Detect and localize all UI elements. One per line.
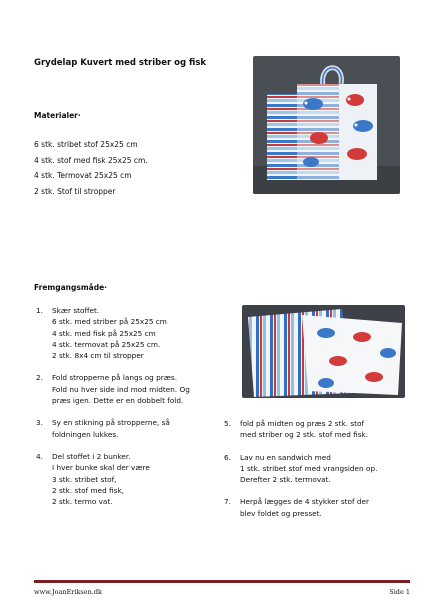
step-5 [224, 418, 377, 441]
materials-item: 4 stk. stof med fisk 25x25 cm. [34, 155, 148, 165]
photo-stacked-fabric [242, 305, 405, 398]
step-line: 2 stk. stof med fisk, [52, 485, 124, 495]
step-4 [36, 451, 190, 507]
step-number: 6. [224, 452, 231, 462]
step-line: Skær stoffet. [52, 306, 100, 315]
step-line: 1 stk. stribet stof med vrangsiden op. [240, 463, 378, 473]
step-line: foldningen lukkes. [52, 429, 119, 439]
step-line: 4 stk. termovat på 25x25 cm. [52, 339, 161, 349]
step-line: 3 stk. stribet stof, [52, 474, 117, 484]
step-number: 7. [224, 497, 231, 507]
step-line: Del stoffet i 2 bunker. [52, 451, 131, 461]
step-line: med striber og 2 stk. stof med fisk. [240, 430, 369, 440]
potholders-illustration [253, 56, 400, 194]
step-line: 6 stk. med striber på 25x25 cm [52, 317, 167, 327]
step-line: Herpå lægges de 4 stykker stof der [240, 497, 369, 507]
materials-item: 6 stk. stribet stof 25x25 cm [34, 140, 138, 149]
step-line: I hver bunke skal der være [52, 463, 150, 473]
procedure-heading: Fremgangsmåde· [34, 283, 108, 292]
document-title: Grydelap Kuvert med striber og fisk [34, 58, 207, 68]
steps-right [224, 418, 377, 519]
step-line: 2 stk. termo vat. [52, 497, 113, 507]
step-7 [224, 496, 377, 519]
materials-item: 4 stk. Termovat 25x25 cm [34, 171, 132, 180]
footer-page-number: Side 1 [389, 588, 410, 596]
fabric-stack-illustration [242, 305, 405, 398]
step-line: 2 stk. 8x4 cm til stropper [52, 351, 144, 361]
photo-finished-potholders [253, 56, 400, 194]
step-line: Lav nu en sandwich med [240, 452, 331, 462]
step-line: Fold stropperne på langs og præs. [52, 373, 178, 383]
step-number: 3. [36, 418, 43, 428]
step-line: Sy en stikning på stropperne, så [52, 418, 170, 428]
step-1 [36, 305, 190, 361]
step-2 [36, 372, 190, 406]
step-line: Derefter 2 stk. termovat. [240, 475, 331, 485]
step-number: 4. [36, 451, 43, 461]
step-line: 4 stk. med fisk på 25x25 cm [52, 328, 156, 338]
steps-left [36, 305, 190, 507]
step-line: præs igen. Dette er en dobbelt fold. [52, 396, 184, 406]
materials-heading: Materialer· [34, 111, 81, 120]
footer-divider [34, 580, 410, 583]
step-line: blev foldet og presset. [240, 508, 322, 518]
step-number: 2. [36, 373, 43, 383]
step-6 [224, 452, 377, 486]
step-line: Fold nu hver side ind mod midten. Og [52, 384, 190, 394]
step-line: fold på midten og præs 2 stk. stof [240, 419, 365, 428]
materials-item: 2 stk. Stof til stropper [34, 186, 116, 196]
materials-list [34, 137, 148, 199]
step-number: 1. [36, 306, 43, 315]
step-3 [36, 417, 190, 440]
footer-website: www.JoanEriksen.dk [34, 588, 102, 596]
step-number: 5. [224, 419, 231, 428]
